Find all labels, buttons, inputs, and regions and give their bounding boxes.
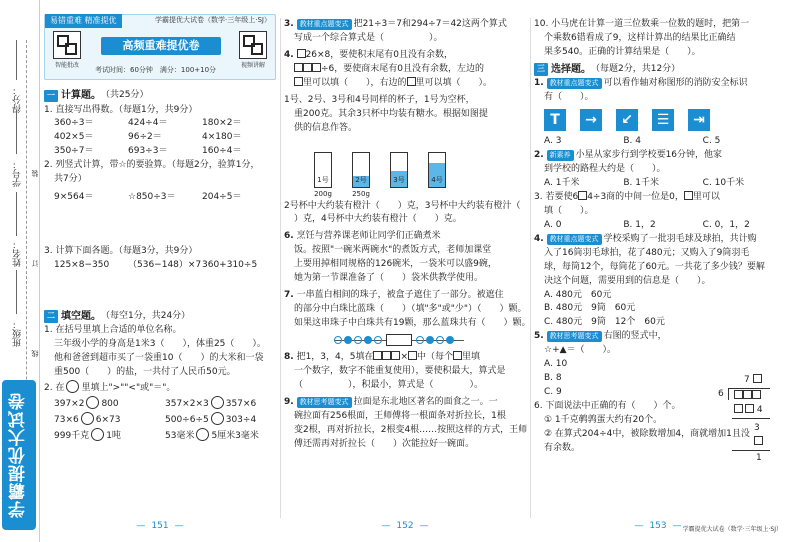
c1: 1. 教材重点题变式 可以看作轴对称图形的消防安全标识	[534, 78, 748, 89]
option[interactable]: C. 9	[544, 387, 562, 398]
q1-item: 180×2＝	[202, 118, 242, 129]
section-note: （每题2分，共12分）	[591, 63, 681, 74]
c2-options	[534, 177, 782, 191]
option[interactable]: A. 10	[544, 359, 568, 370]
digit-box[interactable]	[453, 351, 462, 360]
q4-text: 里可以填（ ）。	[415, 77, 493, 88]
section-calc-title	[44, 88, 276, 104]
circle-blank	[66, 380, 79, 393]
q3-text: 3. 计算下面各题。（每题3分，共9分）	[44, 246, 198, 257]
q6-d: 她为第一节课准备了（ ）袋米供教学使用。	[294, 273, 484, 284]
q1-row	[44, 145, 276, 159]
option[interactable]: A. 3	[544, 136, 562, 147]
f2-left: 999千克	[54, 431, 90, 441]
class-line	[16, 270, 17, 314]
div-digit: 7	[744, 375, 750, 385]
qr-right-icon[interactable]	[239, 31, 267, 59]
q7: 7. 一串蓝白相间的珠子，被盒子遮住了一部分。被遮住	[284, 290, 504, 301]
option[interactable]: C. 0，1，2	[702, 219, 750, 230]
q6-text: 烹饪与营养课老师让同学们正确煮米	[296, 231, 441, 242]
score-label: 得分：	[13, 86, 23, 113]
cut-mark-3: 线	[31, 350, 39, 357]
q6: 6. 烹饪与营养课老师让同学们正确煮米	[284, 231, 441, 242]
compare-blank[interactable]	[211, 396, 224, 409]
header-info: 考试时间：60分钟 满分：100+10分	[95, 66, 217, 74]
f2-text-b: 里填上">""<"或"＝"。	[81, 383, 176, 394]
id-label: 学号：	[13, 160, 23, 187]
f2-right: 6×73	[95, 415, 121, 426]
div-row	[754, 436, 763, 450]
f1-text: 1. 在括号里填上合适的单位名称。	[44, 325, 182, 336]
tag-badge: 教材重点题变式	[547, 234, 602, 245]
q8-f: （ ），积最小，算式是（ ）。	[294, 379, 484, 390]
c4-b: 入了16筒羽毛球拍，花了480元；又购入了9筒羽毛	[544, 247, 750, 258]
q4-c	[284, 77, 526, 91]
sign-icon: →	[580, 109, 602, 131]
q2-text: 2. 列竖式计算，带☆的要验算。（每题2分，验算1分，	[44, 160, 260, 171]
header-subtitle: 学霸提优大试卷（数学·三年级上·SJ）	[155, 16, 271, 24]
work-space	[44, 205, 276, 245]
q9-b: 碗拉面有256根面，王师傅将一根面条对折拉长，1根	[294, 410, 506, 421]
c6-d: 有余数。	[544, 442, 581, 453]
tag-badge: 新素养	[547, 150, 574, 161]
c4: 4. 教材重点题变式 学校采购了一批羽毛球及球拍，共计购	[534, 233, 757, 244]
c6-b: ① 1千克鹌鹑蛋大约有20个。	[544, 414, 663, 425]
digit-box[interactable]	[578, 191, 587, 200]
f1-line-b: 他和爸爸到超市买了一袋重10（ ）的大米和一袋	[54, 353, 264, 364]
q8-text: 里填	[462, 351, 481, 362]
q2-text-2: 共7分）	[54, 174, 87, 185]
tag-badge: 教材重点题变式	[297, 19, 352, 30]
option[interactable]: C. 5	[702, 136, 721, 147]
f2-left: 500÷6÷5	[165, 415, 209, 426]
q8-e: 一个数字，数字不能重复使用），要使积最大，算式是	[294, 365, 506, 376]
compare-blank[interactable]	[91, 428, 104, 441]
f2-row	[44, 396, 276, 412]
q8-text: 把1，3，4，5填在	[296, 351, 374, 362]
section-title-text: 填空题。	[61, 310, 101, 322]
c3	[534, 191, 782, 205]
q2-item: 204÷5＝	[202, 192, 242, 203]
option[interactable]: B. 1，2	[623, 219, 656, 230]
tag-badge: 教材思考题变式	[547, 331, 602, 342]
q2-item: 9×564＝	[54, 192, 94, 203]
q5-b: 重200克。其余3只杯中均装有糖水。根据如图提	[294, 108, 488, 119]
q3-text: 把21÷3＝7和294÷7＝42这两个算式	[353, 19, 507, 29]
f2-right: 800	[101, 399, 119, 410]
compare-blank[interactable]	[196, 428, 209, 441]
section-note: （每空1分，共24分）	[101, 310, 191, 321]
option[interactable]: C. 480元 9筒 12个 60元	[544, 317, 665, 328]
f2-left: 357×2×3	[165, 399, 209, 410]
name-label: 姓名：	[13, 240, 23, 267]
f2-right: 357×6	[225, 399, 257, 410]
q5-e: ）克，4号杯中大约装有橙汁（ ）克。	[294, 214, 462, 225]
f2-text-a: 2. 在	[44, 383, 65, 394]
q5	[284, 94, 526, 108]
section-title-text: 选择题。	[551, 63, 591, 75]
cup-weight: 200g	[314, 189, 332, 198]
q9-text: 拉面是东北地区著名的面食之一。一	[353, 396, 498, 407]
digit-box[interactable]	[684, 191, 693, 200]
cups-figure	[304, 138, 526, 200]
c6-a: 6. 下面说法中正确的有（ ）个。	[534, 401, 681, 411]
f2-row	[44, 412, 276, 428]
section-badge: 一	[44, 90, 58, 102]
option[interactable]: B. 1千米	[623, 178, 659, 188]
div-row	[734, 404, 763, 418]
q5-text: 1号、2号、3号和4号同样的杯子，1号为空杯，	[284, 94, 475, 105]
work-space	[44, 273, 276, 307]
qr-left-caption: 智能批改	[54, 62, 79, 69]
score-line	[16, 40, 17, 80]
beads-figure	[334, 334, 464, 348]
section-title-text: 计算题。	[61, 90, 101, 101]
c4-c: 球，每筒12个，每筒花了60元。一共花了多少钱？要解	[544, 261, 765, 272]
section-note: （共25分）	[101, 89, 149, 100]
f2-right: 5厘米3毫米	[211, 431, 259, 441]
option[interactable]: A. 0	[544, 219, 562, 230]
c5-b: ☆+▲＝（ ）。	[544, 345, 617, 356]
q10-b: 个乘数6错看成了9，这样计算出的结果比正确结	[544, 32, 736, 43]
cup-label: 4号	[431, 175, 443, 184]
digit-box[interactable]	[407, 77, 416, 86]
page-151	[44, 0, 276, 542]
q5-c: 供的信息作答。	[294, 122, 358, 133]
q3: 3. 教材重点题变式 把21÷3＝7和294÷7＝42这两个算式	[284, 19, 507, 29]
q4: 4. 26×8，要使积末尾有0且没有余数，	[284, 49, 454, 60]
col1-content	[44, 86, 276, 444]
q3-item: 125×8−350	[54, 260, 110, 270]
compare-blank[interactable]	[86, 396, 99, 409]
header-tag: 易错重难 精准提优	[45, 14, 122, 28]
cut-mark-1: 装	[31, 170, 39, 177]
f2-row	[44, 428, 276, 444]
qr-left-icon[interactable]	[53, 31, 81, 59]
digit-box[interactable]	[408, 351, 417, 360]
q8-times: ×	[400, 351, 409, 362]
c3-text: 里可以	[692, 191, 720, 202]
q3-item: 360+310÷5	[202, 260, 258, 270]
q4-text: 里可以填（ ），右边的	[303, 77, 407, 88]
section-fill-title	[44, 309, 276, 325]
name-line	[16, 192, 17, 236]
q9: 9. 教材思考题变式 拉面是东北地区著名的面食之一。一	[284, 396, 498, 407]
q10-a: 10. 小马虎在计算一道三位数乘一位数的题时，把第一	[534, 19, 750, 29]
page-152	[284, 0, 531, 542]
col2-content	[284, 18, 531, 452]
c2-text: 小星从家步行到学校要16分钟，他家	[575, 150, 723, 161]
f2-left: 397×2	[54, 399, 85, 410]
c3-text: 4÷3商的中间一位是0，	[587, 191, 684, 202]
c1-b: 有（ ）。	[544, 92, 594, 103]
cover-box	[386, 334, 412, 346]
section-badge: 二	[44, 310, 58, 322]
digit-box[interactable]	[297, 49, 306, 58]
option[interactable]: B. 4	[623, 136, 641, 147]
cut-mark-2: 订	[31, 260, 39, 267]
q5-d: 2号杯中大约装有橙汁（ ）克，3号杯中大约装有橙汁（	[284, 200, 521, 211]
q1-item: 402×5＝	[54, 132, 94, 143]
div-dividend	[734, 390, 761, 404]
page-number: — 151 —	[44, 520, 276, 534]
div-quotient	[744, 374, 762, 388]
q7-c: 如果这串珠子中白珠共有19颗，那么蓝珠共有（ ）颗。	[294, 318, 531, 328]
digit-box[interactable]	[382, 351, 391, 360]
c3-options	[534, 219, 782, 233]
q1-item: 693÷3＝	[128, 146, 168, 157]
sign-icon: ⇥	[688, 109, 710, 131]
compare-blank[interactable]	[81, 412, 94, 425]
c2-b: 到学校的路程大约是（ ）。	[544, 164, 666, 175]
cup-weight: 250g	[352, 189, 370, 198]
c6-c: ② 在算式204÷4中，被除数增加4，商就增加1且没	[544, 428, 750, 439]
q10-c: 果多540。正确的计算结果是（ ）。	[544, 46, 701, 57]
q1-item: 4×180＝	[202, 132, 242, 143]
section-badge: 三	[534, 63, 548, 75]
div-digit: 4	[756, 405, 763, 415]
qr-right-caption: 视频讲解	[240, 62, 265, 69]
q7-text: 一串蓝白相间的珠子，被盒子遮住了一部分。被遮住	[296, 290, 504, 301]
q4-b	[284, 63, 526, 77]
option[interactable]: A. 480元 60元	[544, 289, 612, 300]
long-division-figure	[710, 374, 772, 464]
q1-item: 160÷4＝	[202, 146, 242, 157]
tag-badge: 教材重点题变式	[547, 78, 602, 89]
div-digit: 1	[756, 453, 762, 463]
brand-banner: 学霸提优大试卷	[2, 380, 36, 530]
q2-row	[44, 191, 276, 205]
q6-c: 上要用掉相同规格的126碗米，一袋米可以盛9碗，	[294, 259, 497, 270]
f2-left: 53毫米	[165, 431, 195, 441]
q9-c: 变2根，再对折拉长，2根变4根……按照这样的方式，王师	[294, 424, 528, 435]
page-153	[534, 0, 782, 542]
column-divider	[280, 18, 281, 518]
c5: 5. 教材思考题变式 右图的竖式中，	[534, 331, 667, 342]
tag-badge: 教材思考题变式	[297, 397, 352, 408]
q7-b: 的部分中白珠比蓝珠（ ）（填"多"或"少"）（ ）颗。	[294, 304, 527, 315]
digit-box[interactable]	[373, 351, 382, 360]
sign-icon: ☰	[652, 109, 674, 131]
q1-item: 350÷7＝	[54, 146, 94, 157]
header-box	[44, 14, 276, 80]
q1-text: 1. 直接写出得数。（每题1分，共9分）	[44, 104, 198, 115]
f2-left: 73×6	[54, 415, 79, 426]
q1-item: 360÷3＝	[54, 118, 94, 129]
q1-row	[44, 117, 276, 131]
class-label: 班级：	[13, 320, 23, 347]
q1-item: 424÷4＝	[128, 118, 168, 129]
page-number: — 153 —	[534, 520, 782, 534]
header-title: 高频重难提优卷	[101, 37, 221, 55]
digit-box[interactable]	[294, 63, 303, 72]
c4-d: 决这个问题，需要用到的信息是（ ）。	[544, 275, 711, 286]
id-line	[16, 110, 17, 154]
q2-item: ☆850÷3＝	[128, 192, 176, 203]
q9-d: 傅还需再对折拉长（ ）次能拉好一碗面。	[294, 438, 475, 449]
sign-icon: T	[544, 109, 566, 131]
option[interactable]: B. 480元 9筒 60元	[544, 303, 636, 314]
f1-line-c: 重500（ ）的盐，一共付了人民币50元。	[54, 367, 236, 378]
q4-text: 26×8，要使积末尾有0且没有余数，	[305, 49, 454, 60]
f2-right: 1吨	[106, 431, 121, 441]
compare-blank[interactable]	[211, 412, 224, 425]
footer-code: 学霸提优大试卷（数学·三年级上·SJ）	[682, 525, 782, 533]
safety-signs	[544, 109, 782, 131]
c2: 2. 新素养 小星从家步行到学校要16分钟，他家	[534, 150, 723, 161]
triangle-box[interactable]	[753, 374, 762, 383]
column-divider	[530, 18, 531, 518]
div-divisor: 6	[718, 389, 724, 399]
q1-row	[44, 131, 276, 145]
c1-options	[534, 135, 782, 149]
c4-text: 学校采购了一批羽毛球及球拍，共计购	[603, 233, 757, 244]
f1-line-a: 三年级小学的身高是1米3（ ），体重25（ ）。	[54, 339, 266, 350]
q1-item: 96÷2＝	[128, 132, 162, 143]
f2-text	[44, 380, 276, 396]
digit-box[interactable]	[312, 63, 321, 72]
q3-item: （536−148）×7	[128, 260, 202, 270]
page-number: — 152 —	[284, 520, 526, 534]
c1-text: 可以看作轴对称图形的消防安全标识	[603, 78, 748, 89]
q8-text: 中（每个	[417, 351, 454, 362]
option[interactable]: C. 10千米	[702, 178, 745, 188]
option[interactable]: B. 8	[544, 373, 562, 384]
option[interactable]: A. 1千米	[544, 178, 580, 188]
c3-text: 3. 若要使6	[534, 191, 579, 202]
binding-strip	[0, 0, 40, 542]
q4-text: ÷6，要使商末尾有0且没有余数，左边的	[321, 63, 484, 74]
cup-label: 1号	[317, 175, 329, 184]
cup-label: 3号	[393, 175, 405, 184]
digit-box[interactable]	[303, 63, 312, 72]
sign-icon: ↙	[616, 109, 638, 131]
section-choice-title	[534, 62, 782, 78]
cup-label: 2号	[355, 175, 367, 184]
q8: 8. 把1，3，4，5填在 × 中（每个 里填	[284, 351, 481, 362]
c5-text: 右图的竖式中，	[603, 331, 667, 342]
digit-box[interactable]	[294, 77, 303, 86]
q6-b: 饭。按照"一碗米两碗水"的煮饭方式，老师加课堂	[294, 245, 492, 256]
f2-right: 303÷4	[225, 415, 257, 426]
q3-row	[44, 259, 276, 273]
q3-text-b: 写成一个综合算式是（ ）。	[294, 32, 443, 43]
c3-d: 填（ ）。	[544, 205, 594, 216]
div-digit: 3	[754, 423, 760, 433]
